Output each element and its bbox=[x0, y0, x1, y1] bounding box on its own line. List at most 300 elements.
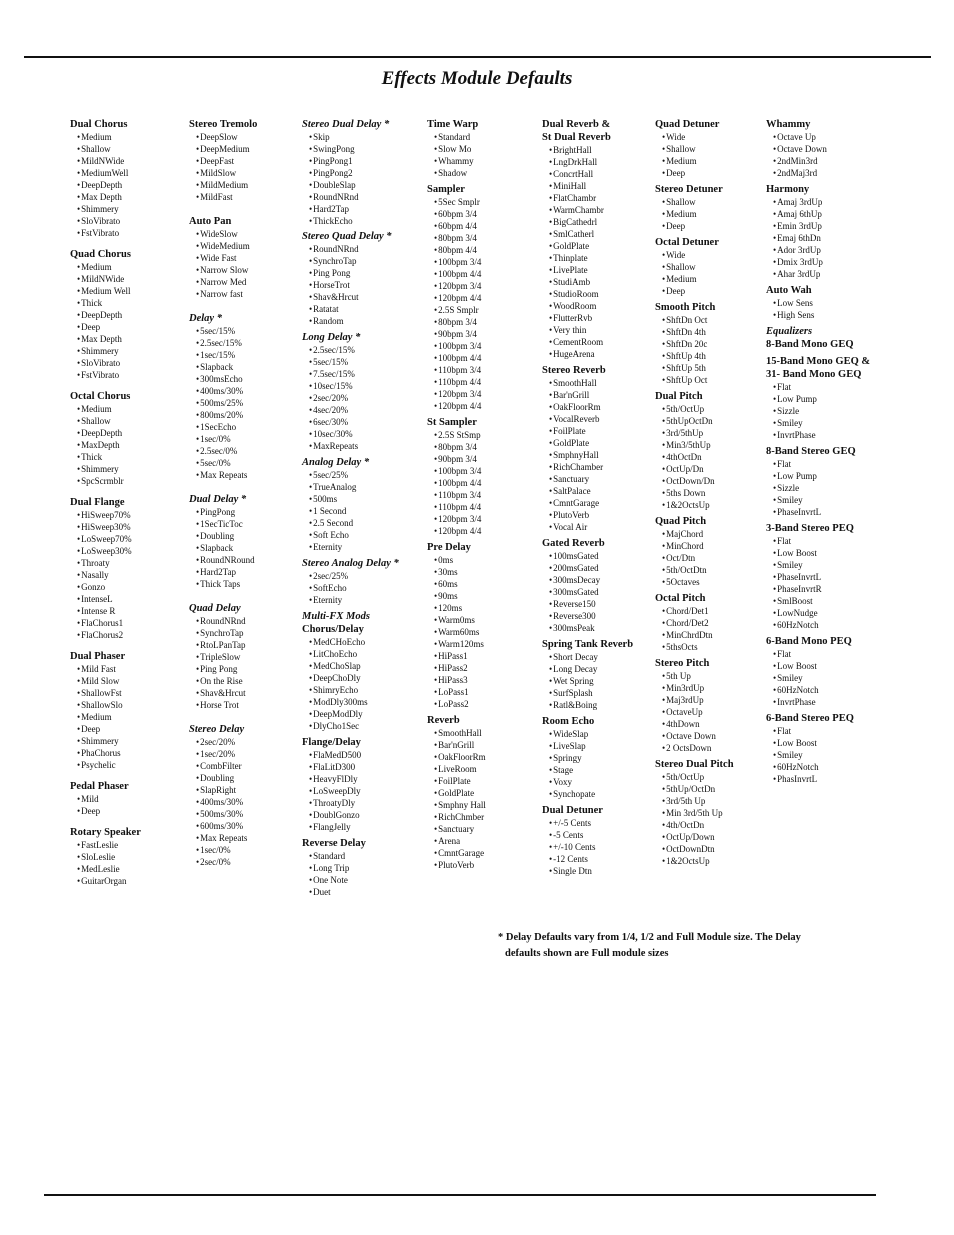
preset-list bbox=[196, 615, 307, 711]
preset-item: • SynchroTap bbox=[309, 255, 420, 267]
preset-item: • MaxRepeats bbox=[309, 440, 420, 452]
preset-item: • GuitarOrgan bbox=[77, 875, 188, 887]
preset-item: • 5thUp/OctDn bbox=[662, 783, 773, 795]
preset-item: • Gonzo bbox=[77, 581, 188, 593]
preset-item: • 5ths Down bbox=[662, 487, 773, 499]
preset-item: • Hard2Tap bbox=[309, 203, 420, 215]
preset-item: • MildFast bbox=[196, 191, 307, 203]
preset-list bbox=[549, 817, 660, 877]
preset-item: • 2.5sec/15% bbox=[196, 337, 307, 349]
preset-item: • MiniHall bbox=[549, 180, 660, 192]
section-title: Multi-FX Mods bbox=[302, 611, 370, 622]
preset-item: • 3rd/5thUp bbox=[662, 427, 773, 439]
preset-list bbox=[549, 550, 660, 634]
preset-item: • Warm120ms bbox=[434, 638, 545, 650]
preset-item: • 30ms bbox=[434, 566, 545, 578]
preset-item: • ThickEcho bbox=[309, 215, 420, 227]
preset-item: • Deep bbox=[662, 167, 773, 179]
preset-item: • Stage bbox=[549, 764, 660, 776]
effect-section bbox=[655, 592, 773, 653]
preset-item: • Slapback bbox=[196, 542, 307, 554]
preset-item: • RoundNRound bbox=[196, 554, 307, 566]
preset-item: • Medium bbox=[77, 711, 188, 723]
preset-item: • Reverse300 bbox=[549, 610, 660, 622]
preset-item: • WoodRoom bbox=[549, 300, 660, 312]
effect-section bbox=[542, 118, 660, 360]
preset-item: • GoldPlate bbox=[434, 787, 545, 799]
preset-item: • Ador 3rdUp bbox=[773, 244, 884, 256]
section-title: Stereo Tremolo bbox=[189, 119, 258, 130]
preset-item: • RtoLPanTap bbox=[196, 639, 307, 651]
preset-item: • 60bpm 4/4 bbox=[434, 220, 545, 232]
preset-list bbox=[662, 314, 773, 386]
effect-section bbox=[70, 118, 188, 239]
preset-item: • Shadow bbox=[434, 167, 545, 179]
section-title: Room Echo bbox=[542, 716, 595, 727]
preset-item: • OctaveUp bbox=[662, 706, 773, 718]
preset-item: • Skip bbox=[309, 131, 420, 143]
preset-item: • Deep bbox=[662, 285, 773, 297]
preset-item: • Shallow bbox=[662, 261, 773, 273]
preset-item: • MildNWide bbox=[77, 273, 188, 285]
preset-item: • Warm60ms bbox=[434, 626, 545, 638]
preset-item: • SurfSplash bbox=[549, 687, 660, 699]
preset-list bbox=[662, 403, 773, 511]
footnote-line-1: * Delay Defaults vary from 1/4, 1/2 and Full Module size. The Delay bbox=[498, 932, 801, 943]
effect-section bbox=[189, 118, 307, 203]
preset-item: • 6sec/30% bbox=[309, 416, 420, 428]
preset-item: • SmlCatherl bbox=[549, 228, 660, 240]
preset-item: • Maj3rdUp bbox=[662, 694, 773, 706]
section-title: Stereo Detuner bbox=[655, 184, 723, 195]
preset-item: • MinChord bbox=[662, 540, 773, 552]
preset-item: • High Sens bbox=[773, 309, 884, 321]
preset-item: • DeepSlow bbox=[196, 131, 307, 143]
preset-item: • SaltPalace bbox=[549, 485, 660, 497]
preset-item: • MildNWide bbox=[77, 155, 188, 167]
preset-item: • LivePlate bbox=[549, 264, 660, 276]
column-3 bbox=[302, 118, 420, 898]
preset-list bbox=[77, 839, 188, 887]
effect-section bbox=[302, 557, 420, 606]
preset-item: • Bar'nGrill bbox=[434, 739, 545, 751]
preset-item: • PhaseInvrtL bbox=[773, 506, 884, 518]
section-title: Reverb bbox=[427, 715, 460, 726]
effect-section bbox=[542, 804, 660, 877]
preset-list bbox=[77, 509, 188, 641]
preset-item: • SynchroTap bbox=[196, 627, 307, 639]
preset-item: • RoundNRnd bbox=[309, 191, 420, 203]
preset-item: • CombFilter bbox=[196, 760, 307, 772]
section-title: Whammy bbox=[766, 119, 811, 130]
preset-item: • 1sec/0% bbox=[196, 433, 307, 445]
preset-list bbox=[773, 196, 884, 280]
preset-item: • 500ms/30% bbox=[196, 808, 307, 820]
preset-item: • 60bpm 3/4 bbox=[434, 208, 545, 220]
preset-item: • Medium bbox=[662, 273, 773, 285]
preset-item: • LoPass2 bbox=[434, 698, 545, 710]
section-title: Auto Pan bbox=[189, 216, 232, 227]
preset-item: • Arena bbox=[434, 835, 545, 847]
section-title: Quad Pitch bbox=[655, 516, 707, 527]
section-title: Long Delay * bbox=[302, 332, 361, 343]
preset-list bbox=[309, 243, 420, 327]
preset-item: • Octave Down bbox=[773, 143, 884, 155]
preset-item: • LoSweep70% bbox=[77, 533, 188, 545]
preset-item: • Low Pump bbox=[773, 470, 884, 482]
preset-item: • RoundNRnd bbox=[196, 615, 307, 627]
preset-item: • BigCathedrl bbox=[549, 216, 660, 228]
preset-item: • 110bpm 3/4 bbox=[434, 364, 545, 376]
preset-item: • 2sec/25% bbox=[309, 570, 420, 582]
effect-section bbox=[427, 416, 545, 537]
preset-item: • 5th/OctDtn bbox=[662, 564, 773, 576]
preset-item: • 10sec/30% bbox=[309, 428, 420, 440]
preset-item: • PingPong1 bbox=[309, 155, 420, 167]
preset-item: • InvrtPhase bbox=[773, 429, 884, 441]
preset-list bbox=[309, 636, 420, 732]
preset-item: • Sanctuary bbox=[549, 473, 660, 485]
preset-list bbox=[773, 381, 884, 441]
section-title: Stereo Reverb bbox=[542, 365, 606, 376]
column-5 bbox=[542, 118, 660, 877]
preset-item: • Vocal Air bbox=[549, 521, 660, 533]
preset-list bbox=[309, 749, 420, 833]
preset-item: • 100msGated bbox=[549, 550, 660, 562]
preset-item: • 300msEcho bbox=[196, 373, 307, 385]
preset-item: • 90bpm 3/4 bbox=[434, 328, 545, 340]
preset-item: • Very thin bbox=[549, 324, 660, 336]
preset-item: • 80bpm 3/4 bbox=[434, 441, 545, 453]
preset-item: • FstVibrato bbox=[77, 369, 188, 381]
preset-item: • 300msPeak bbox=[549, 622, 660, 634]
preset-item: • 2.5sec/15% bbox=[309, 344, 420, 356]
preset-item: • Medium bbox=[77, 403, 188, 415]
preset-item: • BrightHall bbox=[549, 144, 660, 156]
preset-item: • 5th Up bbox=[662, 670, 773, 682]
preset-item: • 80bpm 4/4 bbox=[434, 244, 545, 256]
section-subtitle: Chorus/Delay bbox=[302, 624, 364, 635]
preset-item: • 80bpm 3/4 bbox=[434, 316, 545, 328]
preset-item: • OctUp/Dn bbox=[662, 463, 773, 475]
effect-section bbox=[766, 355, 884, 441]
preset-item: • SwingPong bbox=[309, 143, 420, 155]
preset-list bbox=[434, 429, 545, 537]
preset-item: • Sizzle bbox=[773, 405, 884, 417]
preset-item: • HiPass3 bbox=[434, 674, 545, 686]
preset-item: • 3rd/5th Up bbox=[662, 795, 773, 807]
preset-item: • Low Boost bbox=[773, 737, 884, 749]
preset-item: • Duet bbox=[309, 886, 420, 898]
preset-item: • SmlBoost bbox=[773, 595, 884, 607]
section-title: Dual Pitch bbox=[655, 391, 703, 402]
preset-item: • Flat bbox=[773, 725, 884, 737]
preset-list bbox=[773, 131, 884, 179]
preset-list bbox=[773, 535, 884, 631]
section-title: 6-Band Mono PEQ bbox=[766, 636, 852, 647]
preset-item: • 2ndMin3rd bbox=[773, 155, 884, 167]
preset-item: • 2.5S Smplr bbox=[434, 304, 545, 316]
effect-section bbox=[542, 638, 660, 711]
preset-item: • MediumWell bbox=[77, 167, 188, 179]
preset-item: • Octave Down bbox=[662, 730, 773, 742]
preset-item: • ShftUp 5th bbox=[662, 362, 773, 374]
preset-item: • FlaChorus1 bbox=[77, 617, 188, 629]
preset-item: • FstVibrato bbox=[77, 227, 188, 239]
preset-item: • 2ndMaj3rd bbox=[773, 167, 884, 179]
preset-item: • PhasInvrtL bbox=[773, 773, 884, 785]
preset-item: • 5sec/25% bbox=[309, 469, 420, 481]
preset-item: • 120bpm 4/4 bbox=[434, 400, 545, 412]
preset-list bbox=[773, 458, 884, 518]
footnote-line-2: defaults shown are Full module sizes bbox=[505, 948, 669, 959]
effect-section bbox=[655, 183, 773, 232]
preset-item: • Whammy bbox=[434, 155, 545, 167]
section-title: Stereo Dual Delay * bbox=[302, 119, 390, 130]
effect-section bbox=[427, 541, 545, 710]
preset-item: • 120bpm 3/4 bbox=[434, 280, 545, 292]
preset-list bbox=[77, 131, 188, 239]
section-title: Gated Reverb bbox=[542, 538, 605, 549]
preset-list bbox=[662, 605, 773, 653]
effect-section bbox=[542, 364, 660, 533]
preset-item: • 1SecEcho bbox=[196, 421, 307, 433]
preset-item: • 110bpm 4/4 bbox=[434, 376, 545, 388]
preset-item: • HorseTrot bbox=[309, 279, 420, 291]
preset-item: • 100bpm 4/4 bbox=[434, 352, 545, 364]
preset-item: • 500ms bbox=[309, 493, 420, 505]
preset-item: • SloVibrato bbox=[77, 215, 188, 227]
preset-item: • Medium bbox=[662, 155, 773, 167]
effect-section bbox=[302, 736, 420, 833]
preset-item: • 100bpm 3/4 bbox=[434, 256, 545, 268]
preset-list bbox=[434, 727, 545, 871]
preset-list bbox=[309, 570, 420, 606]
preset-list bbox=[196, 228, 307, 300]
preset-item: • FlangJelly bbox=[309, 821, 420, 833]
effect-section bbox=[542, 537, 660, 634]
preset-item: • 800ms/20% bbox=[196, 409, 307, 421]
preset-item: • Max Repeats bbox=[196, 469, 307, 481]
preset-item: • Min3/5thUp bbox=[662, 439, 773, 451]
preset-item: • Shimmery bbox=[77, 463, 188, 475]
preset-item: • Smiley bbox=[773, 494, 884, 506]
effect-section bbox=[655, 301, 773, 386]
preset-item: • 5th/OctUp bbox=[662, 771, 773, 783]
preset-item: • ShftUp 4th bbox=[662, 350, 773, 362]
preset-item: • SlapRight bbox=[196, 784, 307, 796]
preset-item: • 2sec/20% bbox=[309, 392, 420, 404]
preset-item: • 100bpm 4/4 bbox=[434, 268, 545, 280]
preset-item: • LiveRoom bbox=[434, 763, 545, 775]
preset-list bbox=[549, 651, 660, 711]
preset-item: • Oct/Dtn bbox=[662, 552, 773, 564]
preset-item: • ShftDn 20c bbox=[662, 338, 773, 350]
effect-section bbox=[766, 635, 884, 708]
preset-item: • 2sec/20% bbox=[196, 736, 307, 748]
preset-item: • WarmChambr bbox=[549, 204, 660, 216]
preset-item: • CementRoom bbox=[549, 336, 660, 348]
effect-section bbox=[655, 758, 773, 867]
preset-item: • 5th/OctUp bbox=[662, 403, 773, 415]
preset-item: • Emaj 6thDn bbox=[773, 232, 884, 244]
preset-list bbox=[434, 196, 545, 412]
effect-section bbox=[189, 602, 307, 711]
preset-item: • Nasally bbox=[77, 569, 188, 581]
preset-item: • 5sec/0% bbox=[196, 457, 307, 469]
preset-list bbox=[662, 528, 773, 588]
effect-section bbox=[70, 780, 188, 817]
preset-item: • Ahar 3rdUp bbox=[773, 268, 884, 280]
effect-section bbox=[766, 183, 884, 280]
effect-section bbox=[427, 183, 545, 412]
effect-section bbox=[542, 715, 660, 800]
section-subtitle: St Dual Reverb bbox=[542, 132, 611, 143]
preset-item: • StudioRoom bbox=[549, 288, 660, 300]
preset-item: • 1sec/20% bbox=[196, 748, 307, 760]
effect-section bbox=[427, 118, 545, 179]
preset-item: • Medium bbox=[662, 208, 773, 220]
preset-item: • 110bpm 3/4 bbox=[434, 489, 545, 501]
section-title: Stereo Dual Pitch bbox=[655, 759, 734, 770]
preset-item: • Doubling bbox=[196, 772, 307, 784]
preset-item: • Short Decay bbox=[549, 651, 660, 663]
effect-section bbox=[766, 325, 884, 351]
preset-item: • Low Pump bbox=[773, 393, 884, 405]
column-6 bbox=[655, 118, 773, 867]
preset-item: • 120bpm 3/4 bbox=[434, 388, 545, 400]
preset-item: • DoubleSlap bbox=[309, 179, 420, 191]
preset-item: • Wide Fast bbox=[196, 252, 307, 264]
preset-item: • Min 3rd/5th Up bbox=[662, 807, 773, 819]
preset-item: • DeepDepth bbox=[77, 427, 188, 439]
preset-item: • 500ms/25% bbox=[196, 397, 307, 409]
section-title: Pedal Phaser bbox=[70, 781, 129, 792]
preset-item: • HiSweep70% bbox=[77, 509, 188, 521]
preset-item: • Springy bbox=[549, 752, 660, 764]
preset-item: • 400ms/30% bbox=[196, 796, 307, 808]
preset-item: • Thick bbox=[77, 297, 188, 309]
preset-item: • +/-5 Cents bbox=[549, 817, 660, 829]
preset-item: • Slow Mo bbox=[434, 143, 545, 155]
preset-item: • DeepMedium bbox=[196, 143, 307, 155]
preset-list bbox=[662, 196, 773, 232]
effect-section bbox=[302, 118, 420, 227]
preset-item: • Mild Fast bbox=[77, 663, 188, 675]
preset-item: • Thick bbox=[77, 451, 188, 463]
preset-item: • LitChoEcho bbox=[309, 648, 420, 660]
section-title: Harmony bbox=[766, 184, 810, 195]
section-title: Time Warp bbox=[427, 119, 479, 130]
preset-list bbox=[434, 554, 545, 710]
preset-item: • 1&2OctsUp bbox=[662, 499, 773, 511]
preset-item: • Smiley bbox=[773, 417, 884, 429]
preset-item: • 1&2OctsUp bbox=[662, 855, 773, 867]
preset-item: • 90bpm 3/4 bbox=[434, 453, 545, 465]
preset-item: • Ping Pong bbox=[196, 663, 307, 675]
effect-section bbox=[70, 650, 188, 771]
preset-item: • Random bbox=[309, 315, 420, 327]
preset-item: • PlutoVerb bbox=[434, 859, 545, 871]
section-title: Reverse Delay bbox=[302, 838, 366, 849]
preset-item: • Deep bbox=[77, 805, 188, 817]
preset-item: • 4thDown bbox=[662, 718, 773, 730]
preset-item: • Smiley bbox=[773, 672, 884, 684]
preset-item: • PlutoVerb bbox=[549, 509, 660, 521]
preset-item: • HiSweep30% bbox=[77, 521, 188, 533]
preset-item: • 120bpm 3/4 bbox=[434, 513, 545, 525]
section-title: Dual Detuner bbox=[542, 805, 603, 816]
effect-section bbox=[655, 236, 773, 297]
preset-item: • Bar'nGrill bbox=[549, 389, 660, 401]
preset-item: • Shallow bbox=[77, 415, 188, 427]
preset-item: • ShftDn 4th bbox=[662, 326, 773, 338]
section-title: Stereo Analog Delay * bbox=[302, 558, 399, 569]
section-subtitle: 8-Band Mono GEQ bbox=[766, 339, 854, 350]
section-title: Sampler bbox=[427, 184, 465, 195]
preset-item: • 60HzNotch bbox=[773, 619, 884, 631]
section-title: Stereo Quad Delay * bbox=[302, 231, 392, 242]
section-title: St Sampler bbox=[427, 417, 477, 428]
preset-item: • IntenseL bbox=[77, 593, 188, 605]
preset-item: • ConcrtHall bbox=[549, 168, 660, 180]
effect-section bbox=[70, 826, 188, 887]
preset-item: • Wide bbox=[662, 131, 773, 143]
section-title: Octal Chorus bbox=[70, 391, 131, 402]
preset-item: • Shav&Hrcut bbox=[196, 687, 307, 699]
section-title: Pre Delay bbox=[427, 542, 471, 553]
preset-item: • 4th/OctDn bbox=[662, 819, 773, 831]
preset-list bbox=[549, 377, 660, 533]
preset-item: • LiveSlap bbox=[549, 740, 660, 752]
preset-item: • Voxy bbox=[549, 776, 660, 788]
effect-section bbox=[766, 118, 884, 179]
preset-item: • Long Trip bbox=[309, 862, 420, 874]
preset-item: • Throaty bbox=[77, 557, 188, 569]
preset-list bbox=[77, 403, 188, 487]
preset-item: • Shallow bbox=[662, 143, 773, 155]
preset-item: • Reverse150 bbox=[549, 598, 660, 610]
section-title: Equalizers bbox=[766, 326, 813, 337]
preset-item: • 60ms bbox=[434, 578, 545, 590]
preset-item: • RichChamber bbox=[549, 461, 660, 473]
preset-item: • Narrow Med bbox=[196, 276, 307, 288]
section-title: Stereo Delay bbox=[189, 724, 245, 735]
section-title: Octal Detuner bbox=[655, 237, 719, 248]
section-title: Dual Delay * bbox=[189, 494, 247, 505]
preset-item: • 2.5S StSmp bbox=[434, 429, 545, 441]
preset-item: • Standard bbox=[309, 850, 420, 862]
preset-item: • One Note bbox=[309, 874, 420, 886]
preset-item: • DeepChoDly bbox=[309, 672, 420, 684]
effect-section bbox=[302, 331, 420, 452]
preset-item: • WideSlow bbox=[196, 228, 307, 240]
preset-item: • Wide bbox=[662, 249, 773, 261]
section-title: Octal Pitch bbox=[655, 593, 706, 604]
preset-list bbox=[662, 670, 773, 754]
preset-item: • SoftEcho bbox=[309, 582, 420, 594]
bottom-rule bbox=[44, 1194, 876, 1196]
preset-item: • 5thsOcts bbox=[662, 641, 773, 653]
preset-item: • Max Repeats bbox=[196, 832, 307, 844]
preset-item: • Narrow Slow bbox=[196, 264, 307, 276]
section-title: Quad Delay bbox=[189, 603, 241, 614]
preset-item: • 300msDecay bbox=[549, 574, 660, 586]
preset-item: • 5thUpOctDn bbox=[662, 415, 773, 427]
preset-list bbox=[309, 344, 420, 452]
preset-item: • 1 Second bbox=[309, 505, 420, 517]
top-rule bbox=[24, 56, 931, 58]
